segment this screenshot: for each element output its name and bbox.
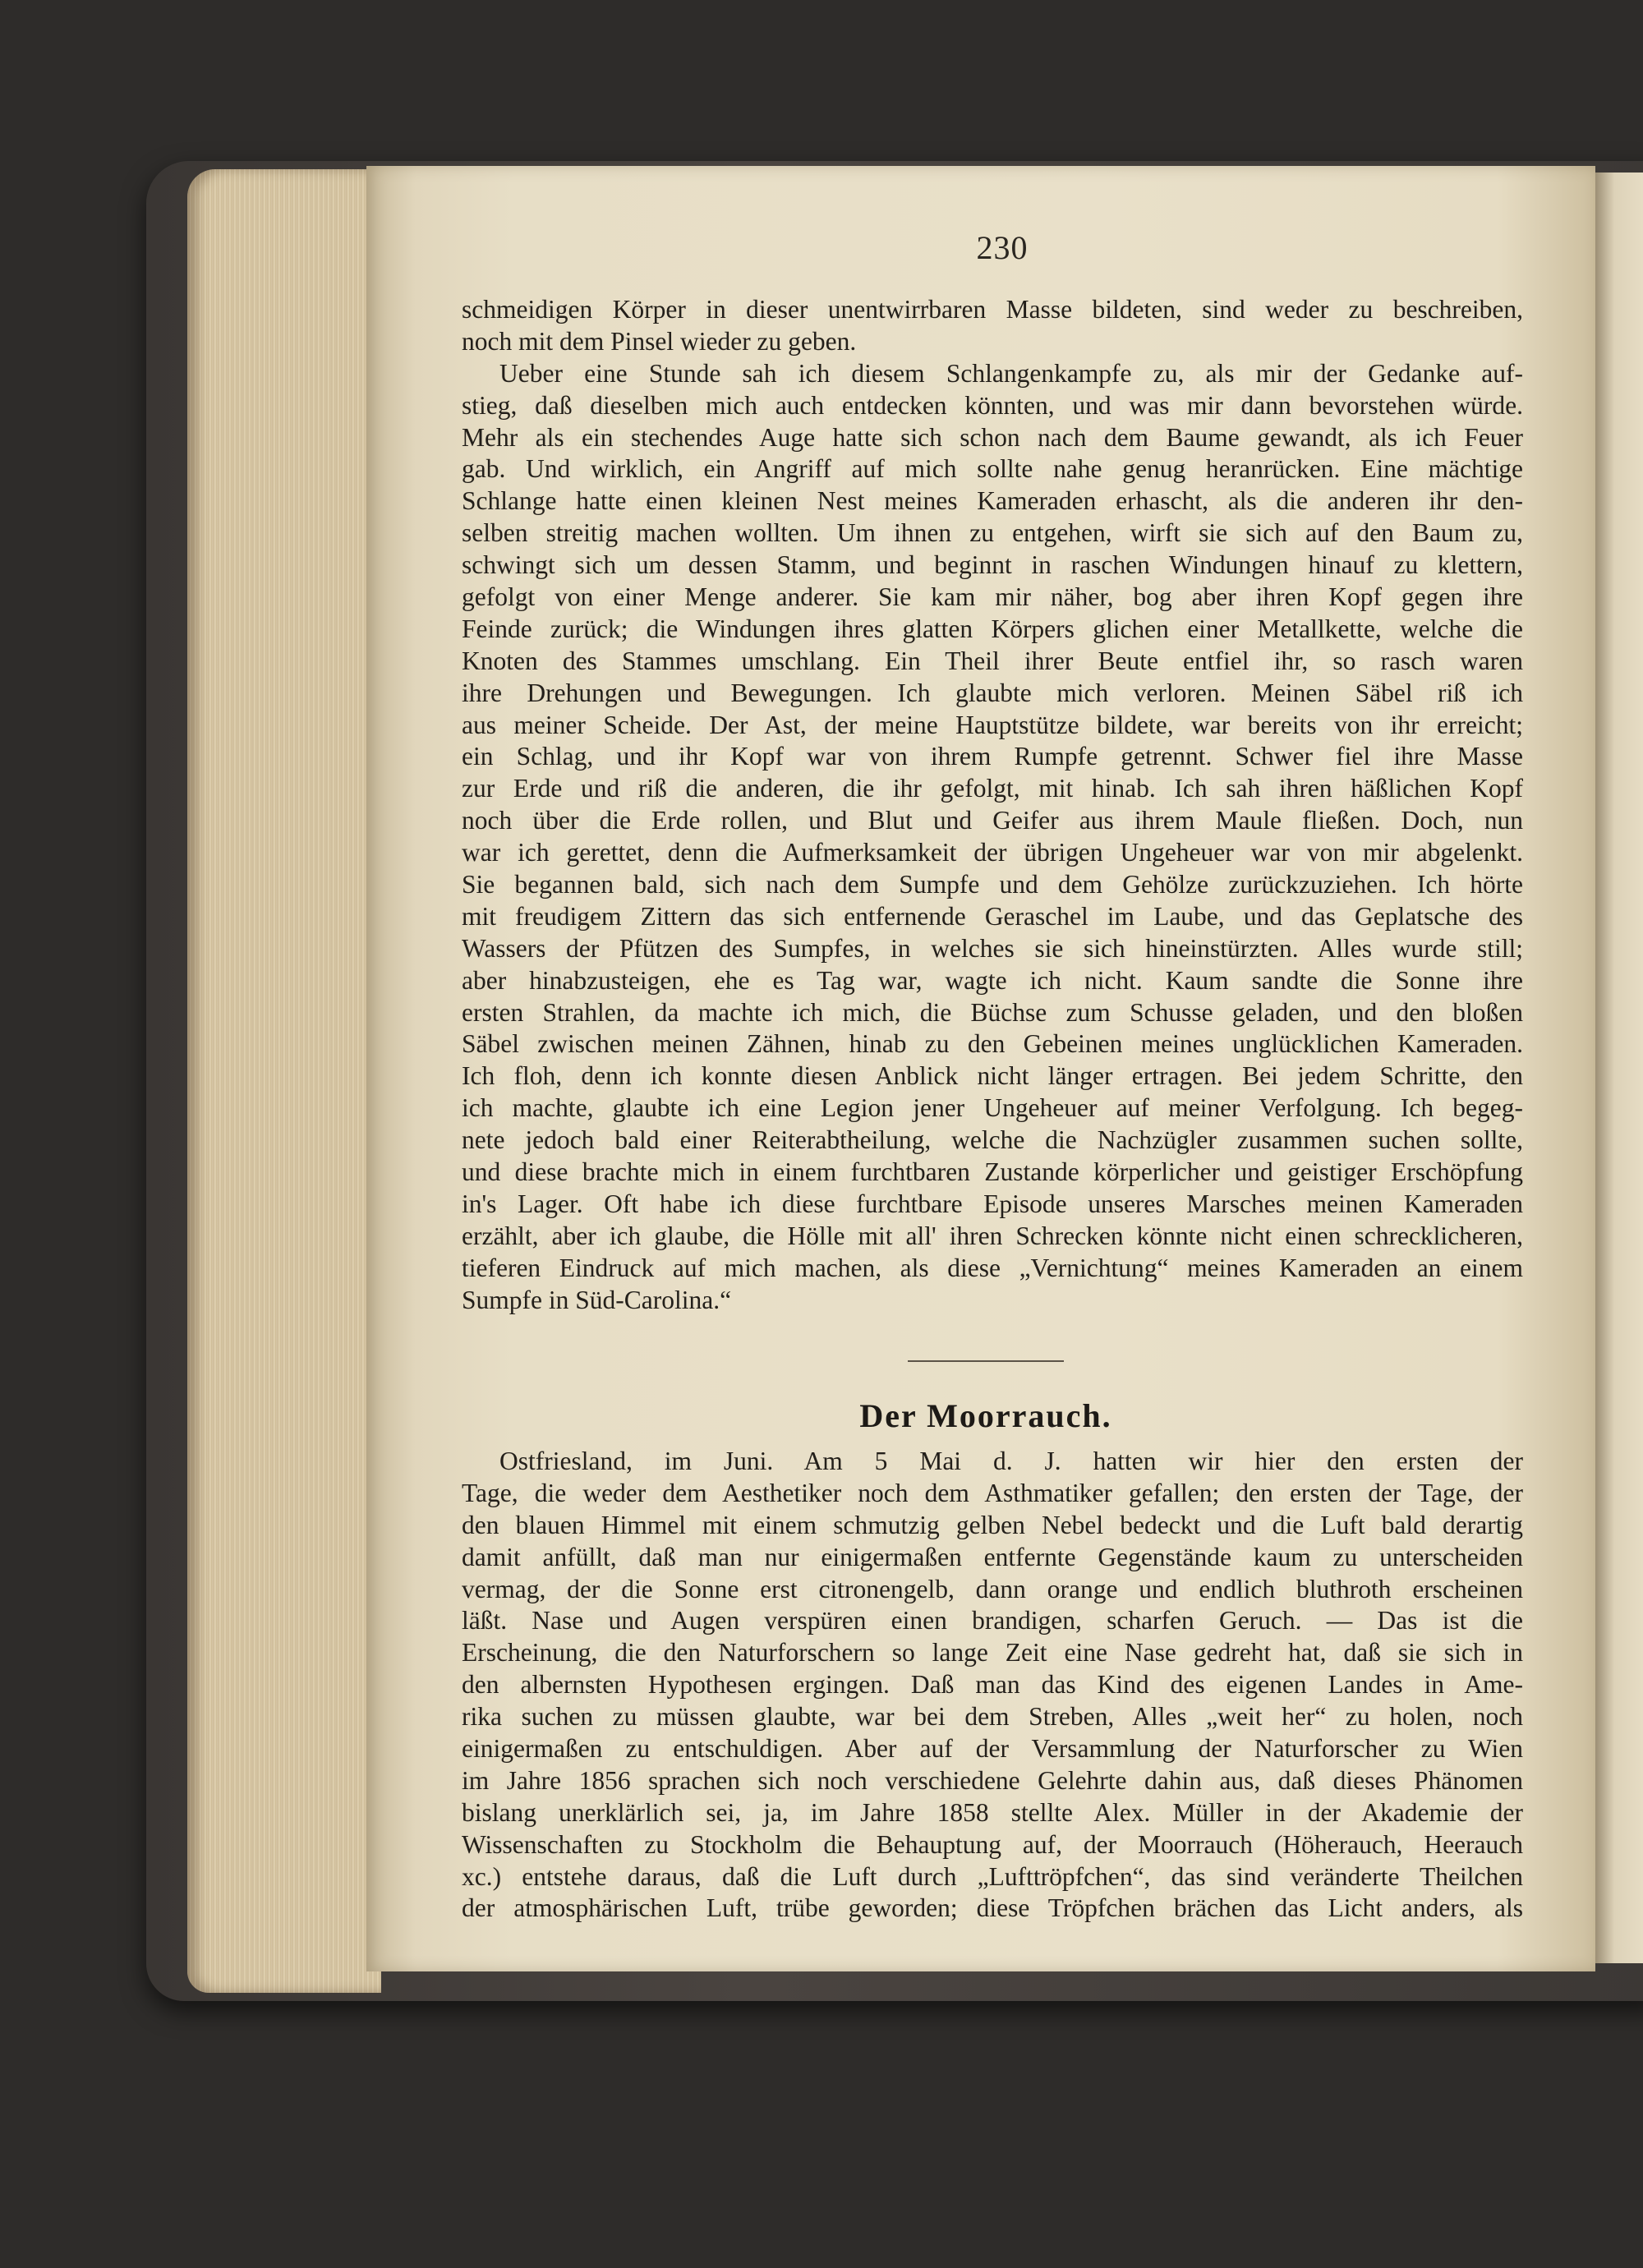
- text-line: Schlange hatte einen kleinen Nest meines Kameraden erhascht, als die anderen ihr den-: [462, 486, 1523, 516]
- text-line: der atmosphärischen Luft, trübe geworden; diese Tröpfchen brächen das Licht anders, als: [462, 1893, 1523, 1923]
- facing-page-edge: [1595, 173, 1643, 1963]
- text-line: schmeidigen Körper in dieser unentwirrbaren Masse bildeten, sind weder zu beschreiben,: [462, 295, 1523, 324]
- text-line: damit anfüllt, daß man nur einigermaßen entfernte Gegenstände kaum zu unterscheiden: [462, 1542, 1523, 1571]
- text-line: war ich gerettet, denn die Aufmerksamkeit der übrigen Ungeheuer war von mir abgelenkt.: [462, 838, 1523, 867]
- text-line: noch über die Erde rollen, und Blut und Geifer aus ihrem Maule fließen. Doch, nun: [462, 806, 1523, 835]
- page-edges: [187, 169, 381, 1993]
- text-line: rika suchen zu müssen glaubte, war bei dem Streben, Alles „weit her“ zu holen, noch: [462, 1702, 1523, 1732]
- text-line: Ueber eine Stunde sah ich diesem Schlangenkampfe zu, als mir der Gedanke auf-: [499, 358, 1523, 388]
- text-line: zur Erde und riß die anderen, die ihr gefolgt, mit hinab. Ich sah ihren häßlichen Kopf: [462, 774, 1523, 803]
- text-line: Erscheinung, die den Naturforschern so lange Zeit eine Nase gedreht hat, daß sie sich in: [462, 1638, 1523, 1668]
- text-line: Wissenschaften zu Stockholm die Behauptung auf, der Moorrauch (Höherauch, Heerauch: [462, 1829, 1523, 1859]
- text-line: erzählt, aber ich glaube, die Hölle mit all' ihren Schrecken könnte nicht einen schrecklicheren,: [462, 1221, 1523, 1250]
- text-line: ihre Drehungen und Bewegungen. Ich glaubte mich verloren. Meinen Säbel riß ich: [462, 678, 1523, 707]
- body-text-section-2: [462, 1446, 1523, 1925]
- text-line: Feinde zurück; die Windungen ihres glatten Körpers glichen einer Metallkette, welche die: [462, 614, 1523, 643]
- text-line: ich machte, glaubte ich eine Legion jener Ungeheuer auf meiner Verfolgung. Ich begeg-: [462, 1093, 1523, 1123]
- text-line: und diese brachte mich in einem furchtbaren Zustande körperlicher und geistiger Erschöpfung: [462, 1157, 1523, 1187]
- section-divider: [908, 1360, 1064, 1362]
- text-line: Sie begannen bald, sich nach dem Sumpfe und dem Gehölze zurückzuziehen. Ich hörte: [462, 870, 1523, 899]
- text-line: Mehr als ein stechendes Auge hatte sich schon nach dem Baume gewandt, als ich Feuer: [462, 422, 1523, 452]
- page-number: 230: [976, 229, 1029, 266]
- body-text-section-1: [462, 294, 1523, 1317]
- text-line: Knoten des Stammes umschlang. Ein Theil ihrer Beute entfiel ihr, so rasch waren: [462, 646, 1523, 675]
- text-line: den blauen Himmel mit einem schmutzig gelben Nebel bedeckt und die Luft bald derartig: [462, 1510, 1523, 1539]
- text-line: Wassers der Pfützen des Sumpfes, in welches sie sich hineinstürzten. Alles wurde still;: [462, 933, 1523, 963]
- text-line: läßt. Nase und Augen verspüren einen brandigen, scharfen Geruch. — Das ist die: [462, 1606, 1523, 1635]
- text-line: gab. Und wirklich, ein Angriff auf mich sollte nahe genug heranrücken. Eine mächtige: [462, 454, 1523, 484]
- text-line: Ostfriesland, im Juni. Am 5 Mai d. J. hatten wir hier den ersten der: [499, 1447, 1523, 1475]
- text-line: in's Lager. Oft habe ich diese furchtbare Episode unseres Marsches meinen Kameraden: [462, 1189, 1523, 1218]
- text-line: nete jedoch bald einer Reiterabtheilung, welche die Nachzügler zusammen suchen sollte,: [462, 1125, 1523, 1155]
- text-line: Ich floh, denn ich konnte diesen Anblick nicht länger ertragen. Bei jedem Schritte, den: [462, 1061, 1523, 1091]
- text-line: den albernsten Hypothesen ergingen. Daß man das Kind des eigenen Landes in Ame-: [462, 1670, 1523, 1700]
- text-line: gefolgt von einer Menge anderer. Sie kam mir näher, bog aber ihren Kopf gegen ihre: [462, 582, 1523, 612]
- text-line: aber hinabzusteigen, ehe es Tag war, wagte ich nicht. Kaum sandte die Sonne ihre: [462, 965, 1523, 995]
- text-line: xc.) entstehe daraus, daß die Luft durch „Lufttröpfchen“, das sind veränderte Theilchen: [462, 1861, 1523, 1891]
- text-line: Säbel zwischen meinen Zähnen, hinab zu den Gebeinen meines unglücklichen Kameraden.: [462, 1029, 1523, 1059]
- text-line: ein Schlag, und ihr Kopf war von ihrem Rumpfe getrennt. Schwer fiel ihre Masse: [462, 742, 1523, 771]
- text-line: selben streitig machen wollten. Um ihnen zu entgehen, wirft sie sich auf den Baum zu,: [462, 518, 1523, 548]
- text-line: schwingt sich um dessen Stamm, und beginnt in raschen Windungen hinauf zu klettern,: [462, 550, 1523, 580]
- text-line: noch mit dem Pinsel wieder zu geben.: [462, 326, 857, 356]
- text-line: aus meiner Scheide. Der Ast, der meine Hauptstütze bildete, war bereits von ihr erreicht;: [462, 710, 1523, 739]
- text-line: tieferen Eindruck auf mich machen, als diese „Vernichtung“ meines Kameraden an einem: [462, 1253, 1523, 1282]
- text-line: im Jahre 1856 sprachen sich noch verschiedene Gelehrte dahin aus, daß dieses Phänomen: [462, 1765, 1523, 1795]
- text-line: Sumpfe in Süd-Carolina.“: [462, 1285, 732, 1314]
- text-line: Tage, die weder dem Aesthetiker noch dem Asthmatiker gefallen; den ersten der Tage, der: [462, 1478, 1523, 1507]
- text-line: mit freudigem Zittern das sich entfernende Geraschel im Laube, und das Geplatsche des: [462, 901, 1523, 931]
- text-line: vermag, der die Sonne erst citronengelb, dann orange und endlich bluthroth erscheinen: [462, 1574, 1523, 1603]
- text-line: einigermaßen zu entschuldigen. Aber auf der Versammlung der Naturforscher zu Wien: [462, 1734, 1523, 1764]
- section-heading: Der Moorrauch.: [859, 1397, 1112, 1434]
- text-line: ersten Strahlen, da machte ich mich, die Büchse zum Schusse geladen, und den bloßen: [462, 997, 1523, 1027]
- text-line: stieg, daß dieselben mich auch entdecken könnten, und was mir dann bevorstehen würde.: [462, 390, 1523, 420]
- text-line: bislang unerklärlich sei, ja, im Jahre 1858 stellte Alex. Müller in der Akademie der: [462, 1797, 1523, 1827]
